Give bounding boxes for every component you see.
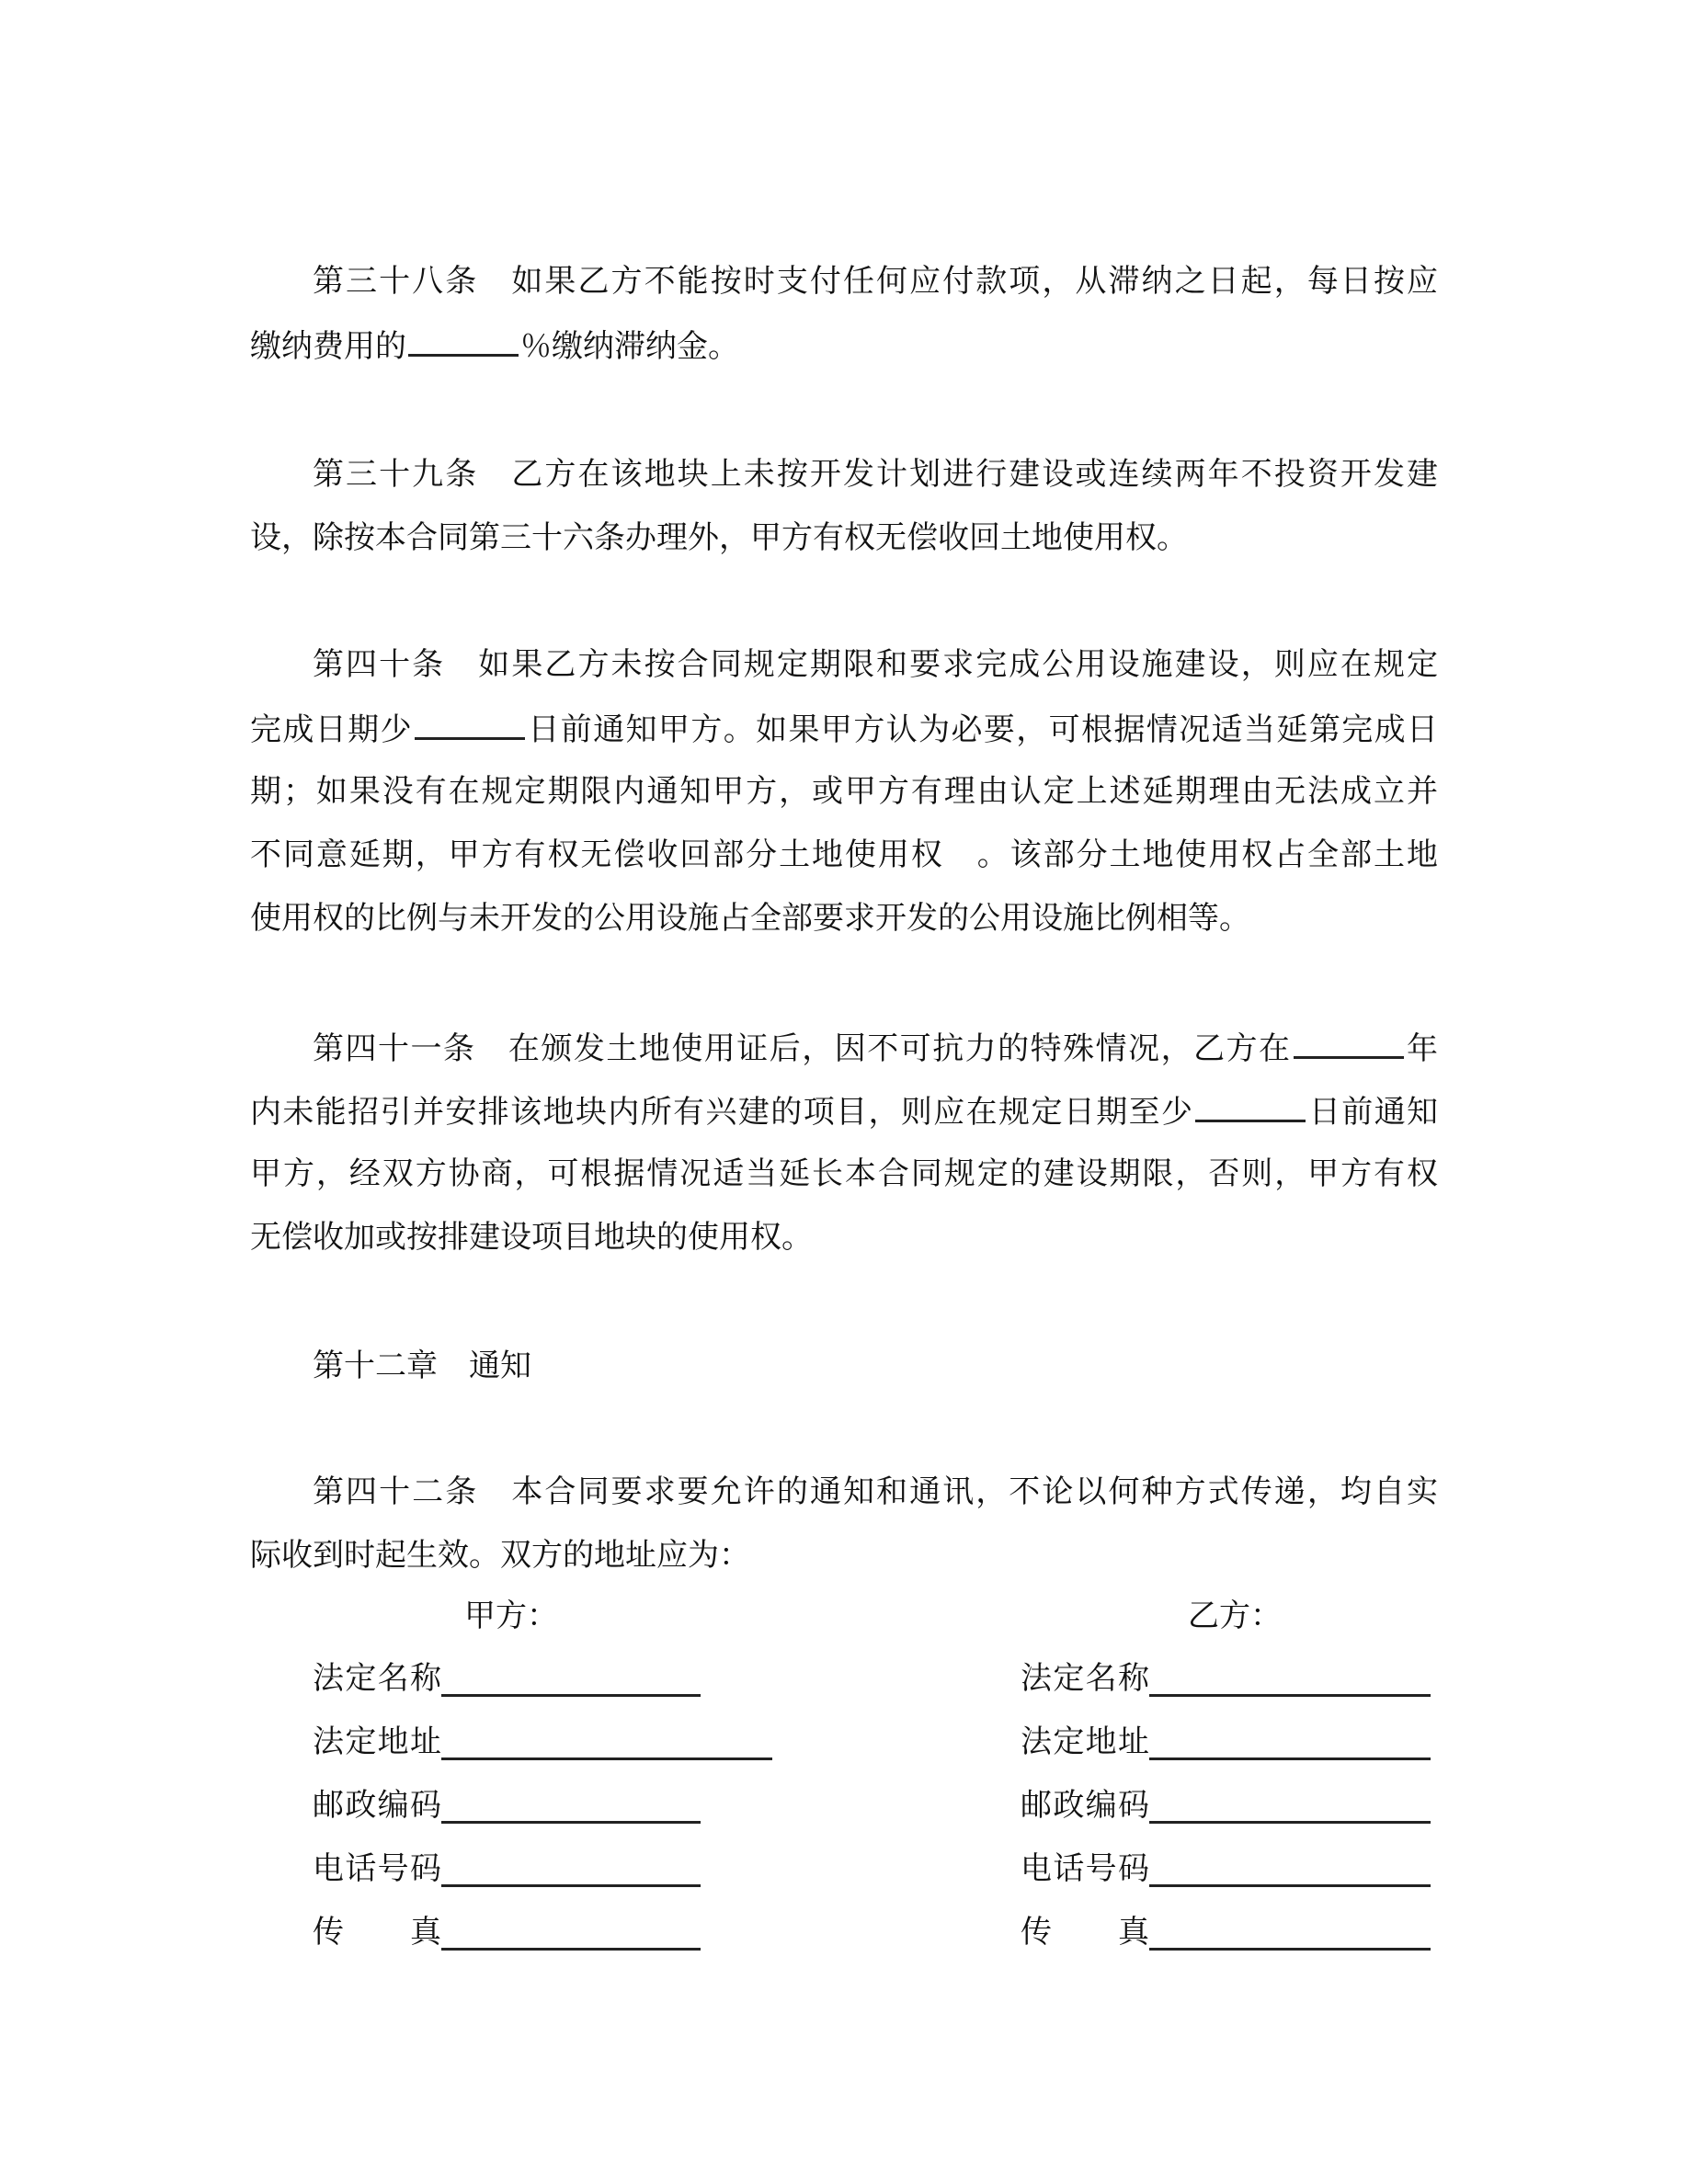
article-40-text: 期；如果没有在规定期限内通知甲方，或甲方有理由认定上述延期理由无法成立并: [250, 773, 1438, 810]
party-b-legal-name-row: [1021, 1660, 1431, 1697]
article-38-text: 缴纳费用的: [250, 328, 406, 365]
party-a-fax-row: [313, 1914, 701, 1951]
article-40-line-4: [250, 836, 1438, 873]
party-b-legal-address-input[interactable]: [1149, 1726, 1431, 1760]
party-a-legal-address-input[interactable]: [441, 1726, 772, 1760]
party-b-postal-code-input[interactable]: [1149, 1790, 1431, 1824]
article-40-text: 完成日期少: [250, 711, 413, 748]
article-39-line-2: [250, 519, 1438, 556]
article-40-line-5: [250, 900, 1438, 937]
article-42-text: 际收到时起生效。双方的地址应为：: [250, 1537, 750, 1574]
article-41-text: 日前通知: [1307, 1094, 1438, 1131]
notice-days-blank-2[interactable]: [1195, 1092, 1306, 1122]
notice-days-blank[interactable]: [415, 710, 525, 740]
article-41-line-4: [250, 1219, 1438, 1256]
article-41-text: 内未能招引并安排该地块内所有兴建的项目，则应在规定日期至少: [250, 1094, 1194, 1131]
party-a-phone-row: [313, 1850, 701, 1887]
party-b-postal-code-row: [1021, 1787, 1431, 1824]
article-41-text: 无偿收加或按排建设项目地块的使用权。: [250, 1219, 813, 1256]
field-label: 法定名称: [1021, 1660, 1149, 1697]
party-b-legal-name-input[interactable]: [1149, 1663, 1431, 1697]
article-39-line-1: [313, 456, 1438, 493]
article-41-text: 年: [1405, 1030, 1439, 1067]
party-b-legal-address-row: [1021, 1723, 1431, 1760]
field-label: 电话号码: [313, 1850, 441, 1887]
years-blank[interactable]: [1294, 1029, 1404, 1059]
article-42-line-1: [313, 1473, 1438, 1510]
field-label: 电话号码: [1021, 1850, 1149, 1887]
article-40-text: 如果乙方未按合同规定期限和要求完成公用设施建设，则应在规定: [476, 646, 1439, 683]
article-40-heading: 第四十条: [313, 646, 446, 683]
article-40-line-1: [313, 646, 1438, 683]
article-41-line-2: [250, 1092, 1438, 1129]
article-39-heading: 第三十九条: [313, 456, 479, 493]
field-label: 邮政编码: [313, 1787, 441, 1824]
article-42-line-2: [250, 1537, 1438, 1574]
field-label: 邮政编码: [1021, 1787, 1149, 1824]
party-b-fax-row: [1021, 1914, 1431, 1951]
article-40-text: 不同意延期，甲方有权无偿收回部分土地使用权 。该部分土地使用权占全部土地: [250, 836, 1438, 873]
article-41-text: 在颁发土地使用证后，因不可抗力的特殊情况，乙方在: [507, 1030, 1292, 1067]
party-a-legal-address-row: [313, 1723, 772, 1760]
article-41-text: 甲方，经双方协商，可根据情况适当延长本合同规定的建设期限，否则，甲方有权: [250, 1155, 1438, 1192]
late-fee-percent-blank[interactable]: [408, 326, 519, 357]
article-40-text: 日前通知甲方。如果甲方认为必要，可根据情况适当延第完成日: [526, 711, 1439, 748]
field-label: 传 真: [1021, 1914, 1149, 1951]
party-b-label: 乙方：: [1188, 1598, 1282, 1634]
article-40-line-3: [250, 773, 1438, 810]
article-38-line-2: [250, 326, 1438, 363]
article-42-heading: 第四十二条: [313, 1473, 479, 1510]
article-40-text: 使用权的比例与未开发的公用设施占全部要求开发的公用设施比例相等。: [250, 900, 1250, 937]
chapter-heading: [313, 1348, 1438, 1384]
party-a-phone-input[interactable]: [441, 1853, 701, 1887]
chapter-title: 通知: [469, 1348, 531, 1384]
party-b-phone-row: [1021, 1850, 1431, 1887]
article-42-text: 本合同要求要允许的通知和通讯，不论以何种方式传递，均自实: [509, 1473, 1439, 1510]
article-38-text: 如果乙方不能按时支付任何应付款项，从滞纳之日起，每日按应: [509, 263, 1439, 300]
article-40-line-2: [250, 710, 1438, 746]
field-label: 传 真: [313, 1914, 441, 1951]
field-label: 法定地址: [313, 1723, 441, 1760]
field-label: 法定名称: [313, 1660, 441, 1697]
article-39-text: 乙方在该地块上未按开发计划进行建设或连续两年不投资开发建: [509, 456, 1439, 493]
party-a-postal-code-input[interactable]: [441, 1790, 701, 1824]
article-38-line-1: [313, 263, 1438, 300]
article-41-heading: 第四十一条: [313, 1030, 476, 1067]
article-41-line-1: [313, 1029, 1438, 1065]
article-38-text: ％缴纳滞纳金。: [520, 328, 739, 365]
party-a-postal-code-row: [313, 1787, 701, 1824]
article-41-line-3: [250, 1155, 1438, 1192]
chapter-number: 第十二章: [313, 1348, 438, 1384]
party-b-fax-input[interactable]: [1149, 1917, 1431, 1951]
party-a-legal-name-input[interactable]: [441, 1663, 701, 1697]
party-b-phone-input[interactable]: [1149, 1853, 1431, 1887]
party-a-fax-input[interactable]: [441, 1917, 701, 1951]
article-39-text: 设，除按本合同第三十六条办理外，甲方有权无偿收回土地使用权。: [250, 519, 1188, 556]
article-38-heading: 第三十八条: [313, 263, 479, 300]
party-a-label: 甲方：: [464, 1598, 558, 1634]
party-a-legal-name-row: [313, 1660, 701, 1697]
field-label: 法定地址: [1021, 1723, 1149, 1760]
